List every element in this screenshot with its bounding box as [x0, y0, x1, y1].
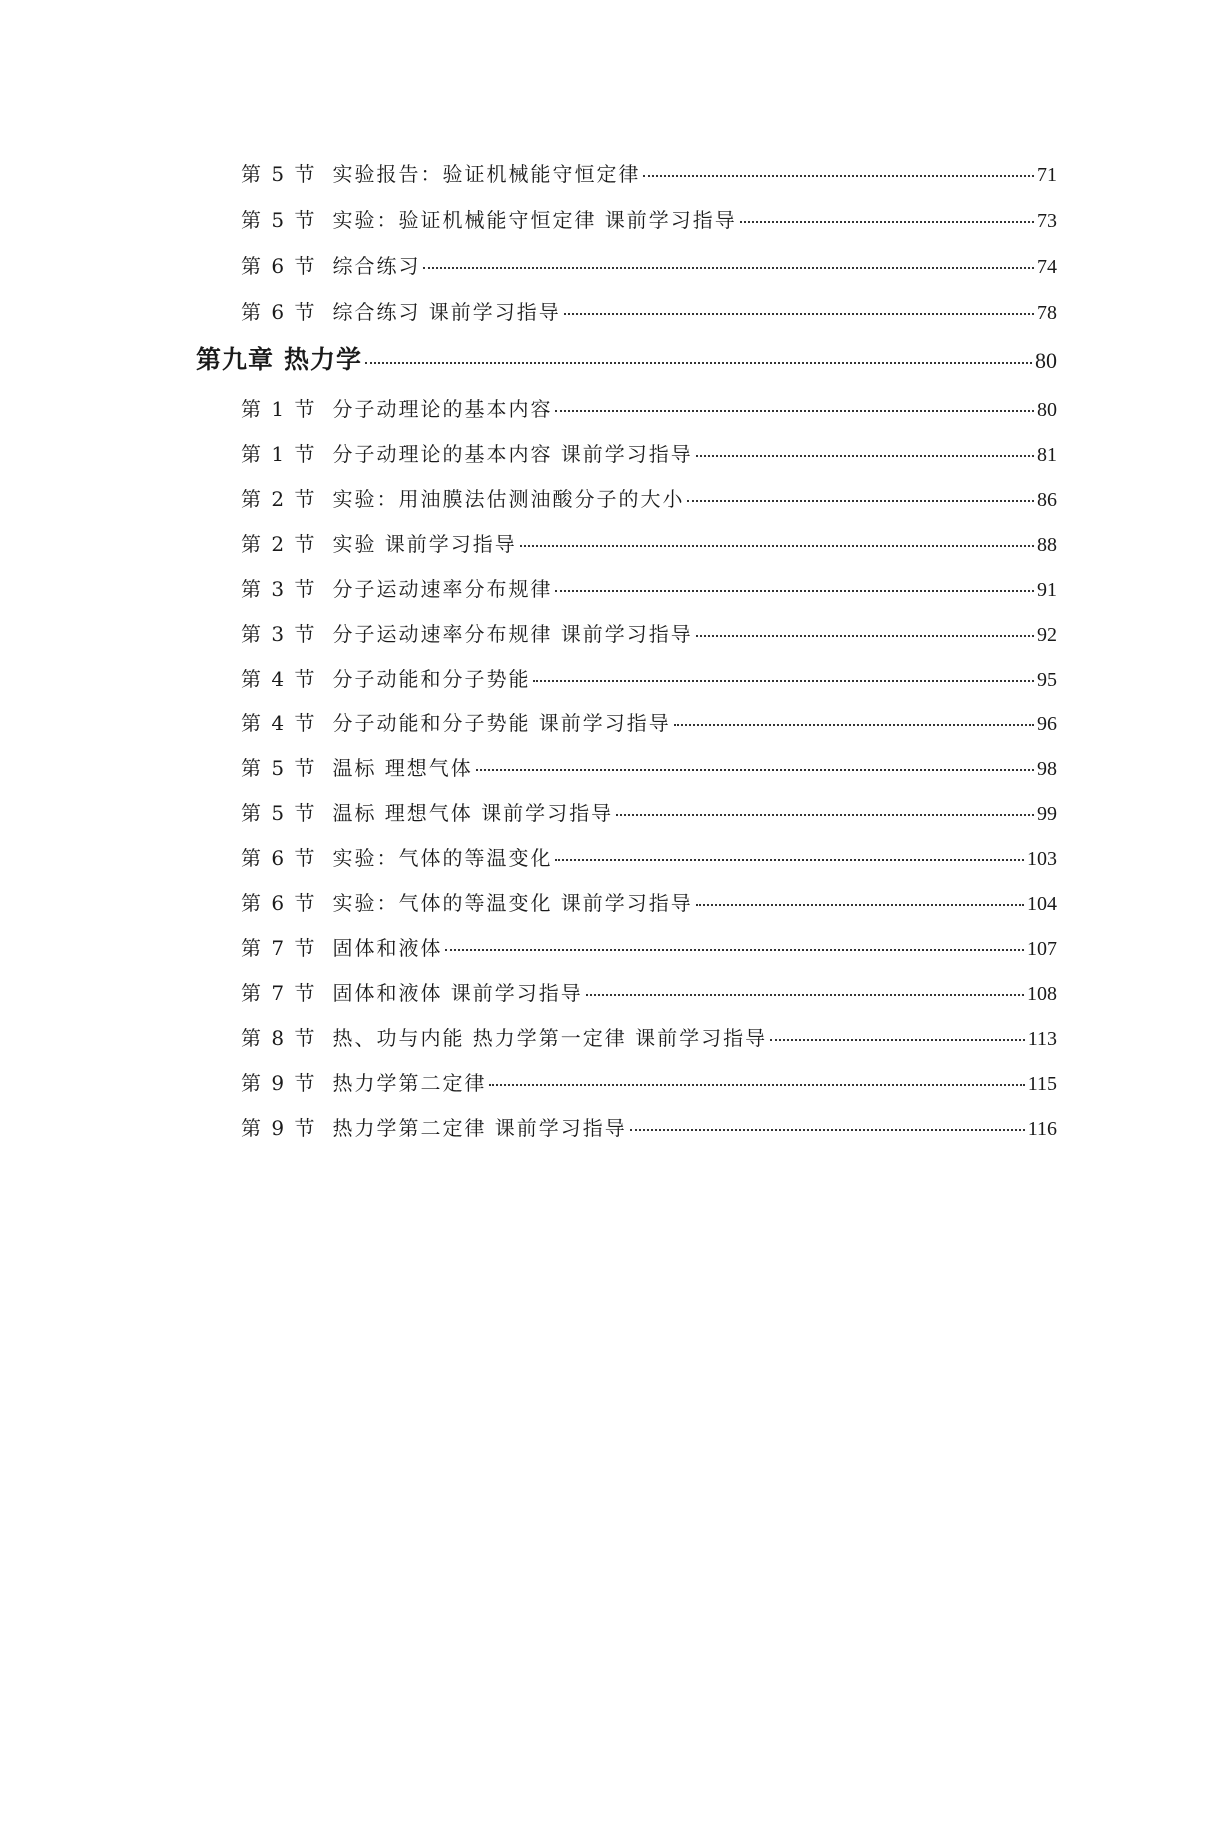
entry-title: 分子动能和分子势能 课前学习指导	[332, 711, 671, 735]
toc-entry	[241, 573, 1057, 602]
section-number: 第 5 节	[241, 208, 317, 232]
page-number: 116	[1027, 1118, 1057, 1140]
dot-leader	[445, 949, 1024, 951]
section-number: 第 3 节	[241, 622, 317, 646]
section-number: 第 5 节	[241, 801, 317, 825]
dot-leader	[365, 362, 1032, 364]
dot-leader	[687, 500, 1034, 502]
section-number: 第 5 节	[241, 756, 317, 780]
page-number: 113	[1027, 1028, 1057, 1050]
entry-title: 实验报告：验证机械能守恒定律	[332, 162, 641, 186]
dot-leader	[770, 1039, 1025, 1041]
dot-leader	[520, 545, 1034, 547]
section-number: 第 6 节	[241, 846, 317, 870]
entry-title: 热力学第二定律 课前学习指导	[332, 1116, 627, 1140]
dot-leader	[555, 590, 1034, 592]
dot-leader	[555, 859, 1024, 861]
toc-entry	[241, 1112, 1057, 1141]
page-number: 96	[1037, 713, 1057, 735]
toc-entry	[241, 1067, 1057, 1096]
toc-entry	[241, 296, 1057, 325]
page-number: 92	[1037, 624, 1057, 646]
entry-title: 实验 课前学习指导	[332, 532, 517, 556]
entry-title: 热力学第二定律	[332, 1071, 487, 1095]
section-number: 第 4 节	[241, 711, 317, 735]
dot-leader	[586, 994, 1024, 996]
entry-title: 热、功与内能 热力学第一定律 课前学习指导	[332, 1026, 768, 1050]
dot-leader	[696, 904, 1024, 906]
page-number: 86	[1037, 489, 1057, 511]
toc-entry	[241, 528, 1057, 557]
toc-entry	[241, 842, 1057, 871]
dot-leader	[555, 410, 1034, 412]
toc-entry	[241, 204, 1057, 233]
toc-entry	[241, 752, 1057, 781]
page-number: 98	[1037, 758, 1057, 780]
page-number: 99	[1037, 803, 1057, 825]
section-number: 第 1 节	[241, 442, 317, 466]
entry-title: 分子动理论的基本内容 课前学习指导	[332, 442, 693, 466]
page-number: 115	[1027, 1073, 1057, 1095]
chapter-number: 第九章	[196, 345, 275, 374]
section-number: 第 7 节	[241, 936, 317, 960]
toc-entry	[241, 158, 1057, 187]
entry-title: 分子动能和分子势能	[332, 667, 531, 691]
toc-entry	[241, 483, 1057, 512]
dot-leader	[674, 724, 1034, 726]
toc-entry	[241, 438, 1057, 467]
chapter-title: 热力学	[284, 345, 363, 374]
dot-leader	[564, 313, 1034, 315]
entry-title: 温标 理想气体 课前学习指导	[332, 801, 614, 825]
section-number: 第 2 节	[241, 487, 317, 511]
toc-entry	[241, 1022, 1057, 1051]
page-number: 80	[1035, 348, 1057, 373]
section-number: 第 6 节	[241, 254, 317, 278]
entry-title: 综合练习 课前学习指导	[332, 300, 561, 324]
section-number: 第 2 节	[241, 532, 317, 556]
dot-leader	[696, 635, 1034, 637]
entry-title: 分子动理论的基本内容	[332, 397, 553, 421]
toc-entry	[241, 663, 1057, 692]
page-number: 73	[1037, 210, 1057, 232]
toc-entry	[241, 932, 1057, 961]
entry-title: 实验：验证机械能守恒定律 课前学习指导	[332, 208, 737, 232]
dot-leader	[696, 455, 1034, 457]
section-number: 第 3 节	[241, 577, 317, 601]
page-number: 88	[1037, 534, 1057, 556]
section-number: 第 5 节	[241, 162, 317, 186]
entry-title: 分子运动速率分布规律 课前学习指导	[332, 622, 693, 646]
page-number: 81	[1037, 444, 1057, 466]
page-number: 80	[1037, 399, 1057, 421]
section-number: 第 6 节	[241, 300, 317, 324]
section-number: 第 1 节	[241, 397, 317, 421]
dot-leader	[616, 814, 1034, 816]
page-number: 107	[1027, 938, 1057, 960]
dot-leader	[423, 267, 1034, 269]
entry-title: 实验：用油膜法估测油酸分子的大小	[332, 487, 685, 511]
page-number: 103	[1027, 848, 1057, 870]
toc-entry	[241, 707, 1057, 736]
toc-entry	[241, 250, 1057, 279]
entry-title: 分子运动速率分布规律	[332, 577, 553, 601]
dot-leader	[476, 769, 1034, 771]
entry-title: 实验：气体的等温变化	[332, 846, 553, 870]
page-number: 108	[1027, 983, 1057, 1005]
page-number: 91	[1037, 579, 1057, 601]
section-number: 第 4 节	[241, 667, 317, 691]
page-number: 104	[1027, 893, 1057, 915]
section-number: 第 8 节	[241, 1026, 317, 1050]
entry-title: 固体和液体 课前学习指导	[332, 981, 583, 1005]
toc-entry	[241, 797, 1057, 826]
dot-leader	[489, 1084, 1024, 1086]
entry-title: 固体和液体	[332, 936, 443, 960]
toc-chapter-entry	[196, 340, 1057, 376]
page-number: 74	[1037, 256, 1057, 278]
page-number: 95	[1037, 669, 1057, 691]
entry-title: 综合练习	[332, 254, 421, 278]
section-number: 第 6 节	[241, 891, 317, 915]
toc-entry	[241, 977, 1057, 1006]
page-number: 78	[1037, 302, 1057, 324]
dot-leader	[533, 680, 1034, 682]
dot-leader	[740, 221, 1034, 223]
page-number: 71	[1037, 164, 1057, 186]
dot-leader	[630, 1129, 1025, 1131]
toc-entry	[241, 618, 1057, 647]
section-number: 第 9 节	[241, 1116, 317, 1140]
entry-title: 温标 理想气体	[332, 756, 473, 780]
dot-leader	[643, 175, 1034, 177]
toc-entry	[241, 393, 1057, 422]
entry-title: 实验：气体的等温变化 课前学习指导	[332, 891, 693, 915]
toc-entry	[241, 887, 1057, 916]
section-number: 第 7 节	[241, 981, 317, 1005]
section-number: 第 9 节	[241, 1071, 317, 1095]
